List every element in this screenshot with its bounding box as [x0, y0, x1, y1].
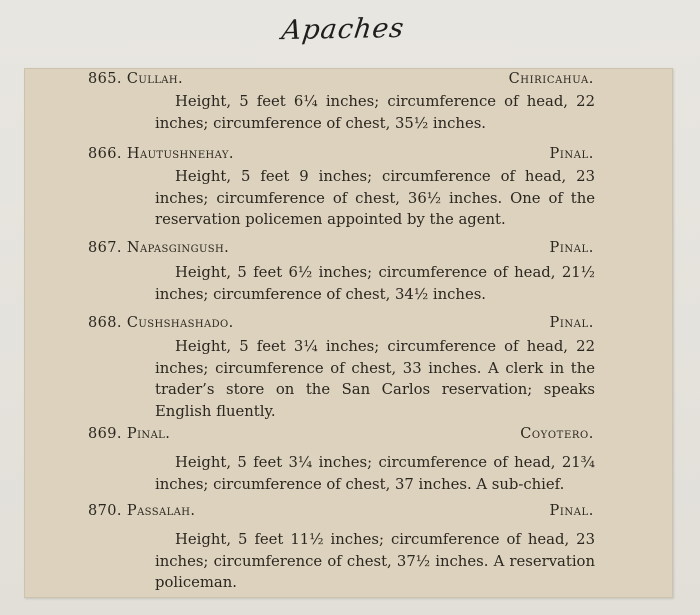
- entry-number: 867.: [88, 240, 122, 256]
- entry-label: [88, 426, 170, 442]
- entry-name: Pinal.: [126, 426, 171, 442]
- entry-number: 865.: [88, 71, 122, 87]
- entry-description: Height, 5 feet 6½ inches; circumference of head, 21½ inches; circumference of chest, 34½ inches.: [155, 264, 595, 303]
- entry-name: Cushshashado.: [126, 315, 234, 331]
- entry-tribe: Coyotero.: [520, 426, 594, 442]
- entry-name: Hautushnehay.: [126, 146, 234, 162]
- entry-header: [88, 426, 594, 446]
- entry-description: Height, 5 feet 3¼ inches; circumference of head, 21¾ inches; circumference of chest, 37 inches. A sub-chief.: [155, 454, 595, 493]
- entry-name: Cullah.: [126, 71, 184, 87]
- entry-header: [88, 71, 594, 91]
- entry-description: Height, 5 feet 3¼ inches; circumference of head, 22 inches; circumference of chest, 33 inches. A clerk in the trader’s store on the San Carlos reservation; speaks English fluently.: [155, 338, 595, 420]
- newspaper-clipping: [24, 68, 673, 598]
- entry-label: [88, 146, 234, 162]
- entry-tribe: Pinal.: [549, 240, 594, 256]
- entry-description: Height, 5 feet 9 inches; circumference of head, 23 inches; circumference of chest, 36½ inches. One of the reservation policemen appointed by the agent.: [155, 168, 595, 228]
- entry-description: Height, 5 feet 6¼ inches; circumference of head, 22 inches; circumference of chest, 35½ inches.: [155, 93, 595, 132]
- entry-name: Napasgingush.: [126, 240, 230, 256]
- entry-label: [88, 240, 229, 256]
- entry-tribe: Pinal.: [549, 503, 594, 519]
- entry-label: [88, 315, 234, 331]
- entry-tribe: Pinal.: [549, 146, 594, 162]
- handwritten-title: Apaches: [279, 12, 407, 47]
- entry-tribe: Chiricahua.: [508, 71, 594, 87]
- entry-label: [88, 71, 183, 87]
- entry-number: 866.: [88, 146, 122, 162]
- entry-header: [88, 146, 594, 166]
- entry-number: 869.: [88, 426, 122, 442]
- entry-label: [88, 503, 195, 519]
- entry-number: 870.: [88, 503, 122, 519]
- entry-header: [88, 315, 594, 335]
- entry-header: [88, 503, 594, 523]
- entry-number: 868.: [88, 315, 122, 331]
- entry-description: Height, 5 feet 11½ inches; circumference of head, 23 inches; circumference of chest, 37½ inches. A reservation policeman.: [155, 531, 595, 591]
- entry-tribe: Pinal.: [549, 315, 594, 331]
- entry-header: [88, 240, 594, 260]
- entry-name: Passalah.: [126, 503, 196, 519]
